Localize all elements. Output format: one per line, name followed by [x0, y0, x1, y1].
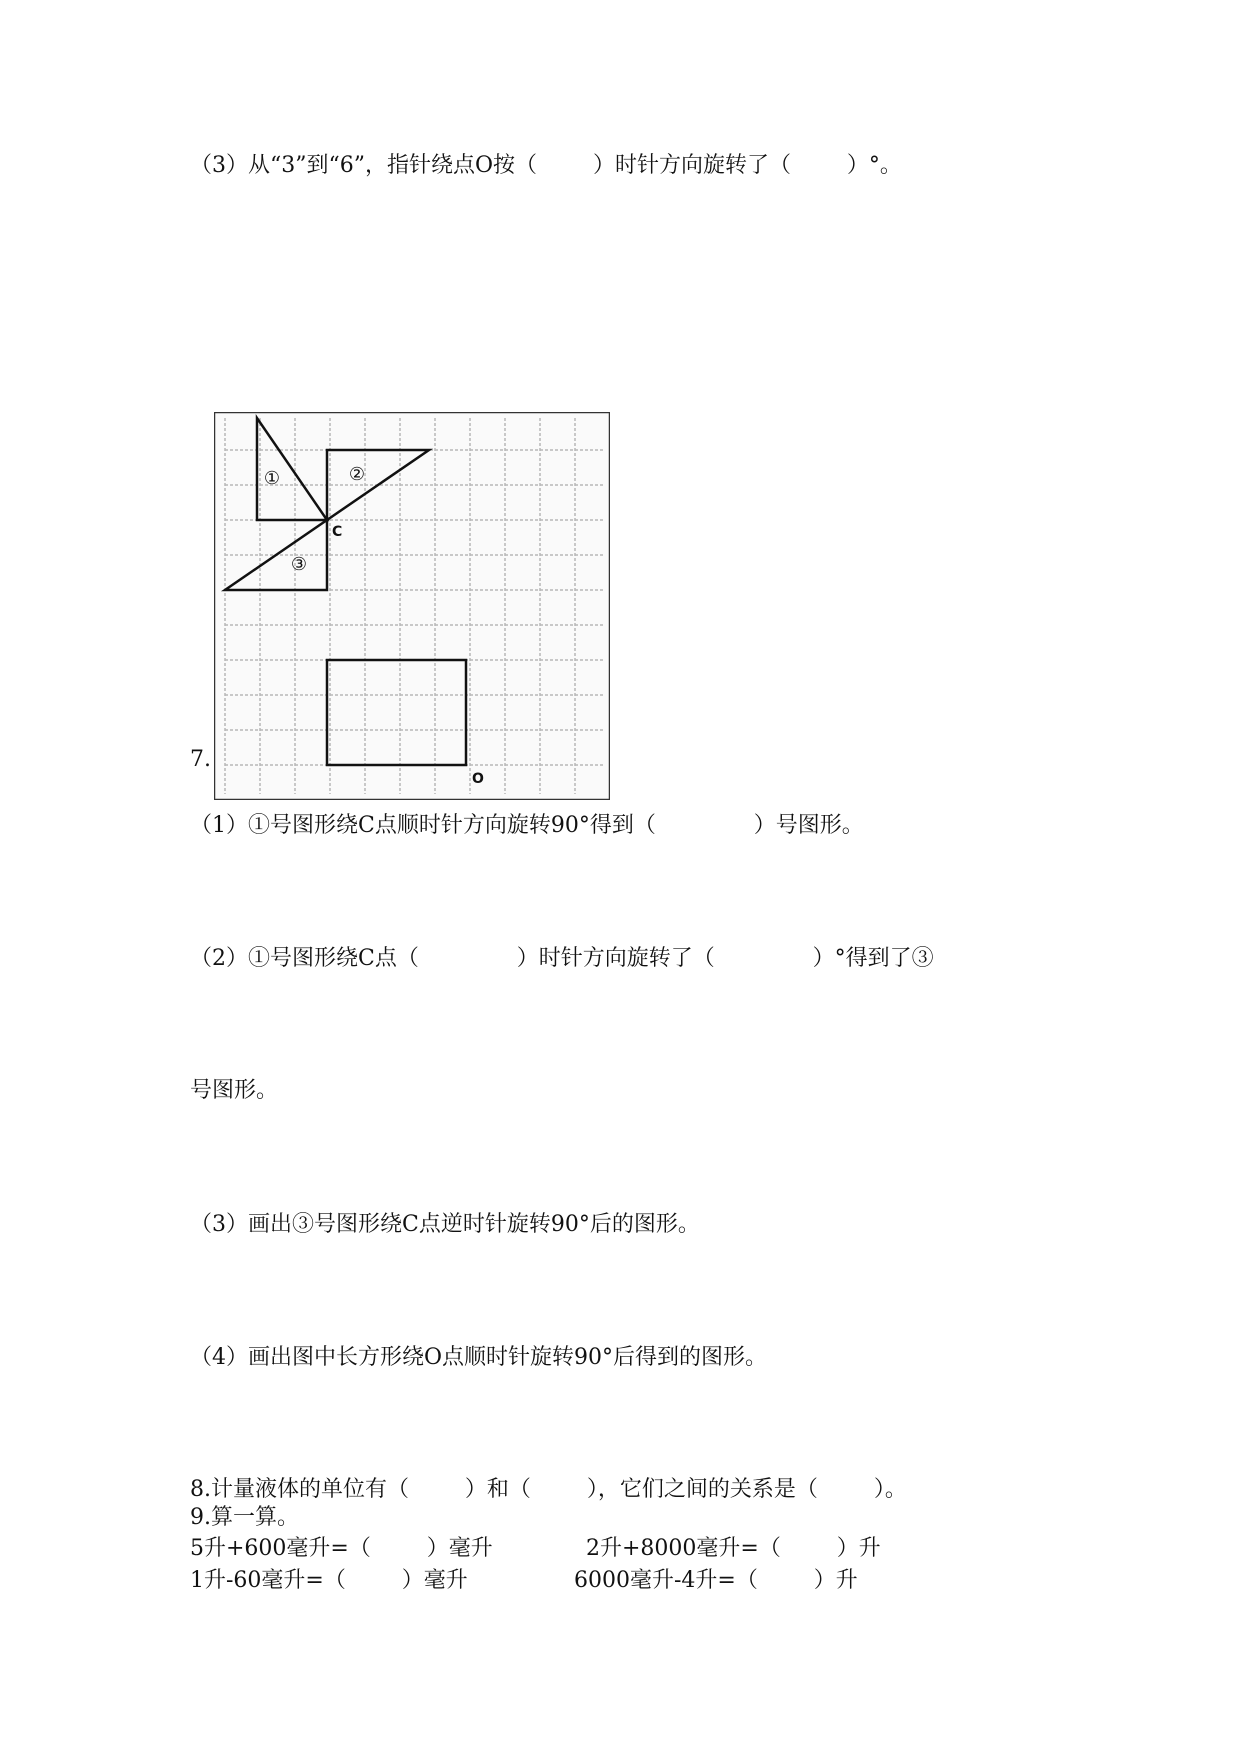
point-o-label: O	[472, 771, 484, 787]
shape-2-label: ②	[348, 464, 366, 485]
calc-item: 6000毫升-4升=（ ）升	[574, 1568, 858, 1593]
question-8: 8.计量液体的单位有（ ）和（ ），它们之间的关系是（ ）。	[190, 1477, 907, 1502]
shape-3-label: ③	[290, 554, 308, 575]
question-6-part-3: （3）从“3”到“6”，指针绕点O按（ ）时针方向旋转了（ ）°。	[190, 153, 902, 178]
question-7-part-2-continued: 号图形。	[190, 1078, 279, 1103]
calc-item: 5升+600毫升=（ ）毫升	[190, 1536, 493, 1561]
calc-item: 2升+8000毫升=（ ）升	[586, 1536, 881, 1561]
question-7-number: 7.	[190, 747, 211, 772]
shape-1-label: ①	[263, 468, 281, 489]
point-c-label: C	[332, 524, 343, 540]
question-7-part-4: （4）画出图中长方形绕O点顺时针旋转90°后得到的图形。	[190, 1345, 768, 1370]
question-7-part-3: （3）画出③号图形绕C点逆时针旋转90°后的图形。	[190, 1212, 700, 1237]
question-9-title: 9.算一算。	[190, 1505, 299, 1530]
question-7-part-2: （2）①号图形绕C点（ ）时针方向旋转了（ ）°得到了③	[190, 946, 934, 971]
calc-item: 1升-60毫升=（ ）毫升	[190, 1568, 468, 1593]
question-7-part-1: （1）①号图形绕C点顺时针方向旋转90°得到（ ）号图形。	[190, 813, 864, 838]
rotation-grid-figure	[214, 412, 610, 800]
